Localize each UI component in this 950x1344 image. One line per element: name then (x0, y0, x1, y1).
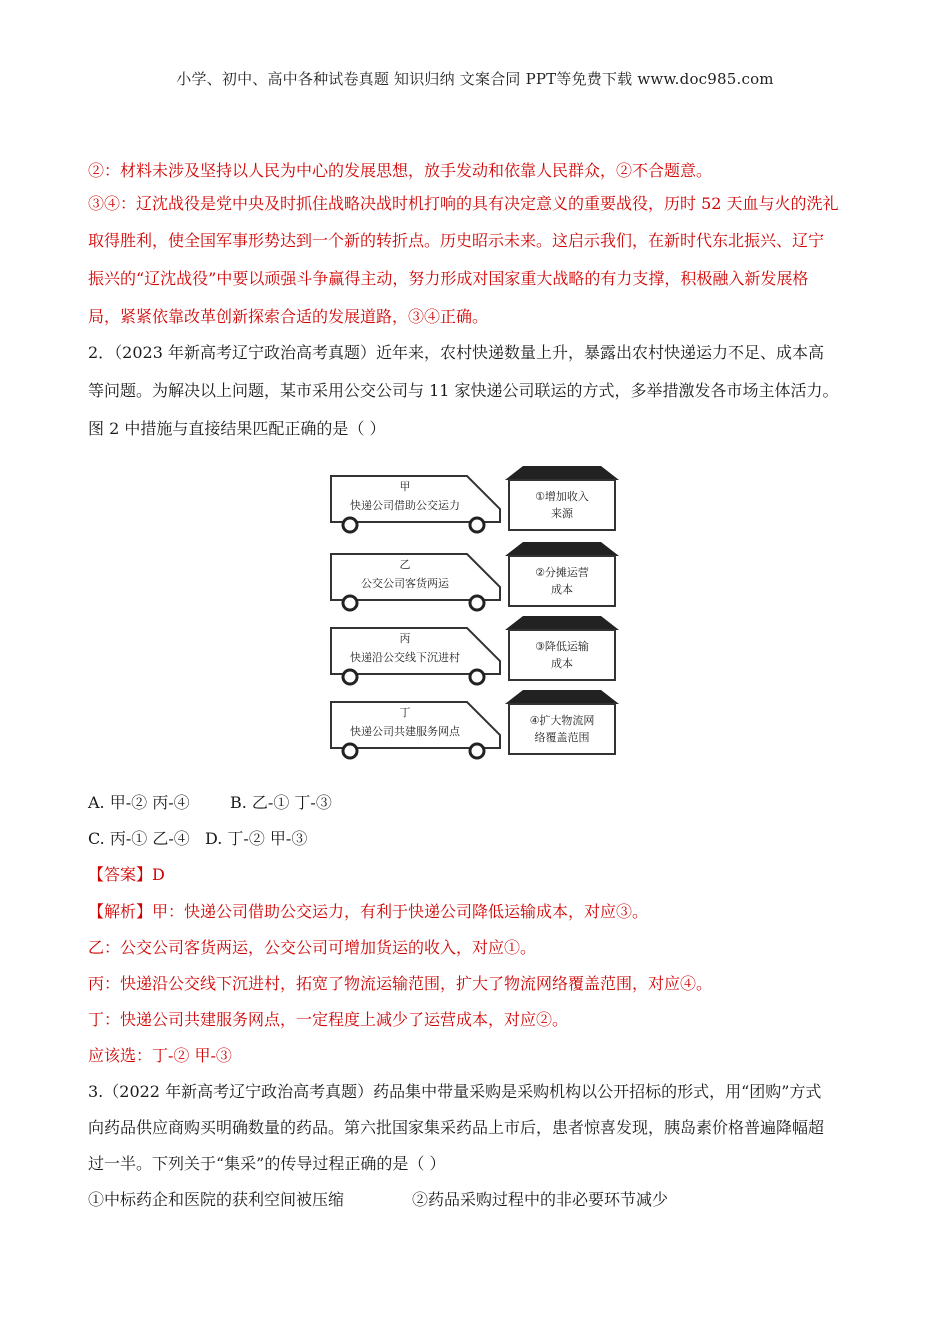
truck-bing (331, 628, 500, 684)
house-text-line1: ④扩大物流网 (529, 714, 595, 727)
answer-value: D (152, 865, 165, 884)
truck-text: 快递沿公交线下沉进村 (350, 651, 460, 664)
truck-label: 乙 (399, 558, 411, 571)
analysis-line: 丁：快递公司共建服务网点，一定程度上减少了运营成本，对应②。 (88, 1010, 569, 1029)
analysis-line: 丙：快递沿公交线下沉进村，拓宽了物流运输范围，扩大了物流网络覆盖范围，对应④。 (88, 974, 713, 993)
option-b: B. 乙-① 丁-③ (230, 793, 332, 812)
question-3-stem: 过一半。下列关于“集采”的传导过程正确的是（ ） (88, 1154, 446, 1173)
statement-1: ①中标药企和医院的获利空间被压缩 (88, 1190, 345, 1209)
prev-analysis-line: ③④：辽沈战役是党中央及时抓住战略决战时机打响的具有决定意义的重要战役，历时 52 天血与火的洗礼 (88, 194, 839, 213)
prev-analysis-line: 振兴的“辽沈战役”中要以顽强斗争赢得主动，努力形成对国家重大战略的有力支撑，积极融入新发展格 (88, 269, 809, 288)
question-2-stem: 图 2 中措施与直接结果匹配正确的是（ ） (88, 419, 386, 438)
prev-analysis-line: ②：材料未涉及坚持以人民为中心的发展思想，放手发动和依靠人民群众，②不合题意。 (88, 161, 713, 180)
truck-text: 快递公司共建服务网点 (350, 725, 460, 738)
option-d: D. 丁-② 甲-③ (205, 829, 308, 848)
analysis-line (88, 901, 873, 923)
option-c: C. 丙-① 乙-④ (88, 829, 190, 848)
prev-analysis-line: 局，紧紧依靠改革创新探索合适的发展道路，③④正确。 (88, 307, 489, 326)
house-text-line2: 来源 (551, 507, 573, 520)
page-header: 小学、初中、高中各种试卷真题 知识归纳 文案合同 PPT等免费下载 www.doc985.com (176, 70, 774, 88)
answer-line (88, 864, 873, 886)
prev-analysis-line: 取得胜利，使全国军事形势达到一个新的转折点。历史昭示未来。这启示我们，在新时代东北振兴、辽宁 (88, 231, 825, 250)
analysis-line: 乙：公交公司客货两运，公交公司可增加货运的收入，对应①。 (88, 938, 537, 957)
truck-label: 丙 (399, 632, 411, 645)
truck-label: 甲 (399, 480, 411, 493)
option-a: A. 甲-② 丙-④ (88, 793, 190, 812)
house-text-line1: ①增加收入 (535, 490, 589, 503)
truck-text: 快递公司借助公交运力 (350, 499, 460, 512)
analysis-text: 甲：快递公司借助公交运力，有利于快递公司降低运输成本，对应③。 (152, 902, 649, 921)
truck-yi (331, 554, 500, 610)
question-2-stem: 2．（2023 年新高考辽宁政治高考真题）近年来，农村快递数量上升，暴露出农村快递运力不足、成本高 (88, 343, 824, 362)
house-3 (505, 616, 619, 680)
house-4 (505, 690, 619, 754)
house-text-line1: ③降低运输 (535, 640, 589, 653)
house-1 (505, 466, 619, 530)
house-2 (505, 542, 619, 606)
house-text-line2: 络覆盖范围 (534, 731, 590, 744)
analysis-conclusion: 应该选：丁-② 甲-③ (88, 1046, 232, 1065)
truck-ding (331, 702, 500, 758)
statement-2: ②药品采购过程中的非必要环节减少 (412, 1190, 669, 1209)
truck-label: 丁 (399, 706, 411, 719)
analysis-tag: 【解析】 (88, 902, 153, 921)
truck-text: 公交公司客货两运 (361, 577, 449, 590)
question-3-stem: 向药品供应商购买明确数量的药品。第六批国家集采药品上市后，患者惊喜发现，胰岛素价格普遍降幅超 (88, 1118, 825, 1137)
truck-jia (331, 476, 500, 532)
house-text-line2: 成本 (551, 583, 573, 596)
measures-results-figure (325, 462, 625, 767)
question-3-stem: 3.（2022 年新高考辽宁政治高考真题）药品集中带量采购是采购机构以公开招标的形式，用“团购”方式 (88, 1082, 822, 1101)
question-2-stem: 等问题。为解决以上问题，某市采用公交公司与 11 家快递公司联运的方式，多举措激发各市场主体活力。 (88, 381, 839, 400)
house-text-line1: ②分摊运营 (535, 566, 589, 579)
house-text-line2: 成本 (551, 657, 573, 670)
answer-tag: 【答案】 (88, 865, 153, 884)
